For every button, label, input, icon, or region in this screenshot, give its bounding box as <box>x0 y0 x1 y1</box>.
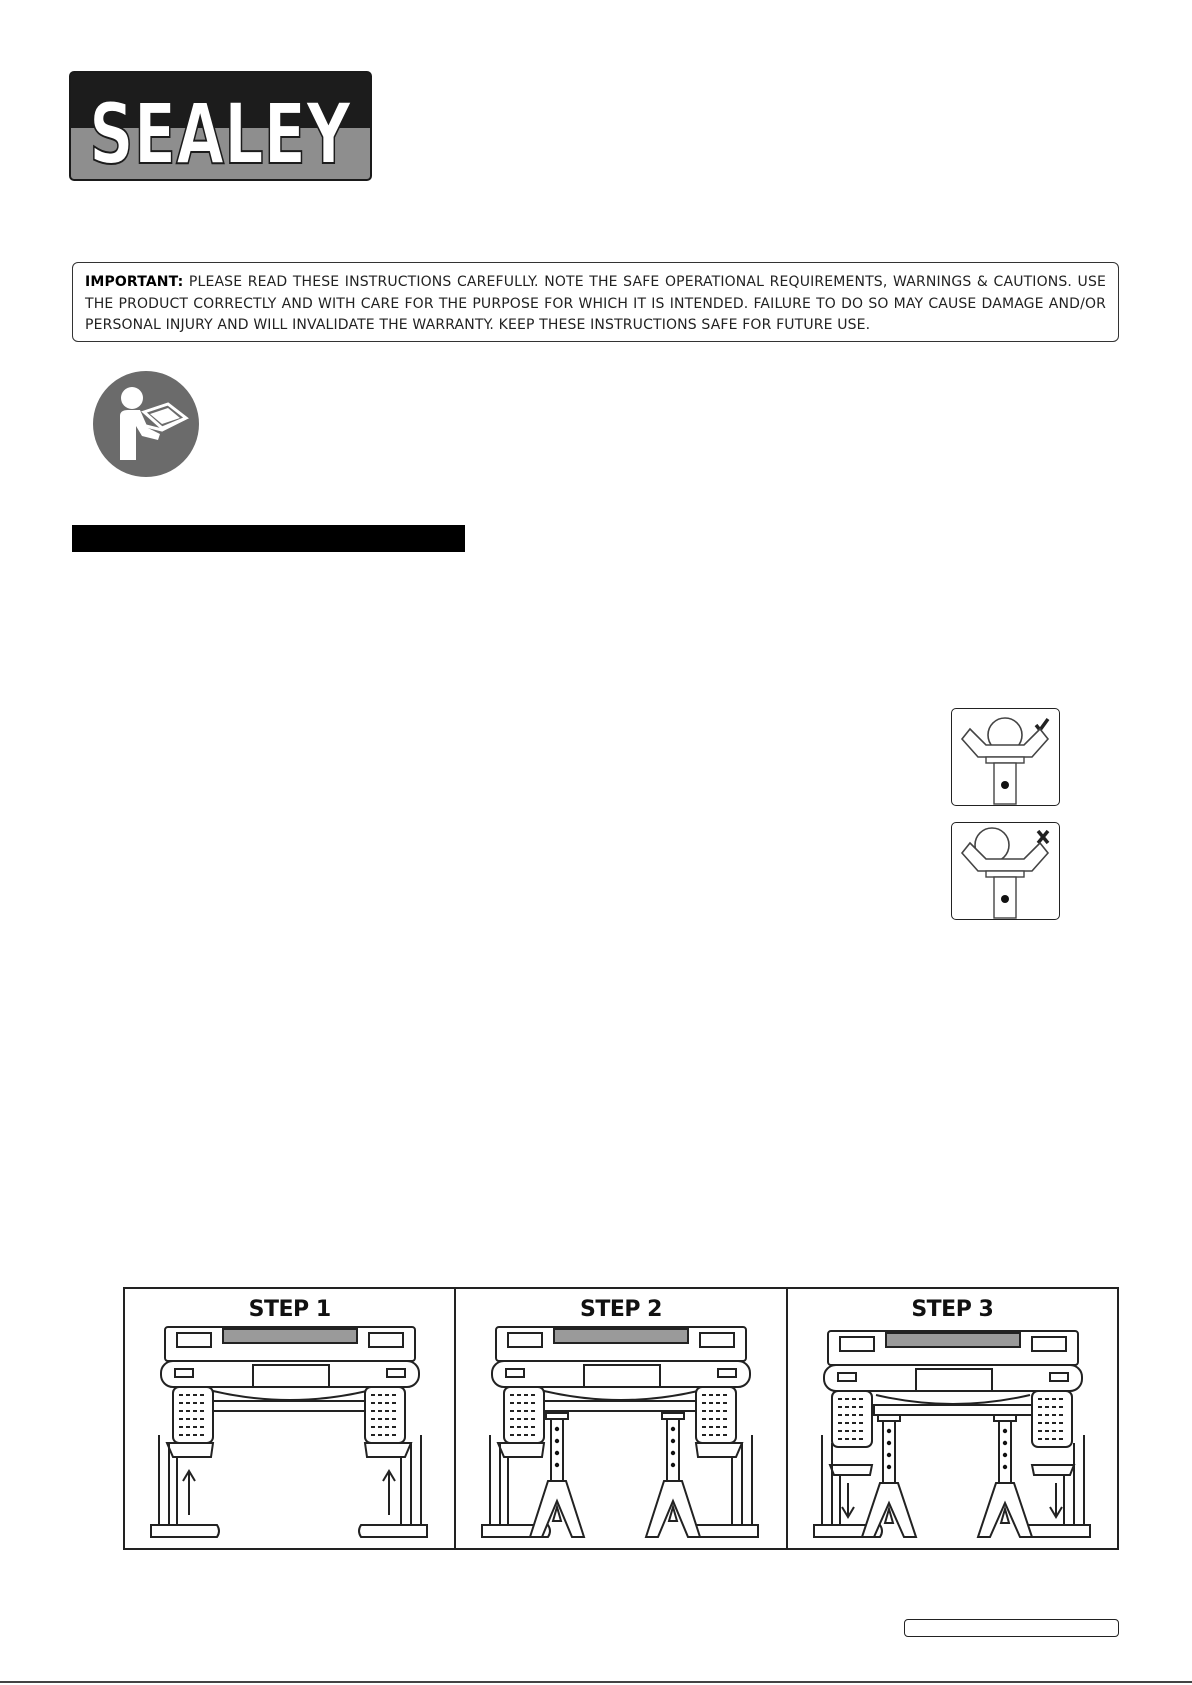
cross-mark-icon <box>1038 831 1048 843</box>
sealey-logo-wordmark <box>71 73 370 183</box>
check-mark-icon <box>1036 719 1048 730</box>
read-manual-icon <box>90 368 202 480</box>
page-bottom-rule <box>0 1681 1192 1683</box>
step-3-illustration <box>788 1325 1117 1547</box>
notice-body: PLEASE READ THESE INSTRUCTIONS CAREFULLY. NOTE THE SAFE OPERATIONAL REQUIREMENTS, WARNINGS & CAUTIONS. USE THE PRODUCT CORRECTLY AND WITH CARE FOR THE PURPOSE FOR WHICH IT IS INTENDED. FAILURE TO DO SO MAY CAUSE DAMAGE AND/OR PERSONAL INJURY AND WILL INVALIDATE THE WARRANTY. KEEP THESE INSTRUCTIONS SAFE FOR FUTURE USE. <box>85 274 1106 333</box>
step-2-illustration <box>456 1325 785 1547</box>
step-2-title: STEP 2 <box>580 1297 662 1322</box>
notice-lead: IMPORTANT: <box>85 274 184 290</box>
section-header-bar <box>72 525 465 552</box>
svg-text:SEALEY: SEALEY <box>89 85 352 183</box>
step-3-panel <box>788 1289 1117 1548</box>
sealey-logo <box>69 71 372 181</box>
saddle-incorrect-diagram <box>951 822 1060 920</box>
important-notice <box>72 262 1119 342</box>
step-1-panel <box>125 1289 456 1548</box>
step-2-panel <box>456 1289 787 1548</box>
step-3-title: STEP 3 <box>911 1297 994 1322</box>
step-1-title: STEP 1 <box>248 1297 331 1322</box>
saddle-correct-diagram <box>951 708 1060 806</box>
lifting-steps-panel <box>123 1287 1119 1550</box>
step-1-illustration <box>125 1325 454 1547</box>
footer-reference-box <box>904 1619 1119 1637</box>
